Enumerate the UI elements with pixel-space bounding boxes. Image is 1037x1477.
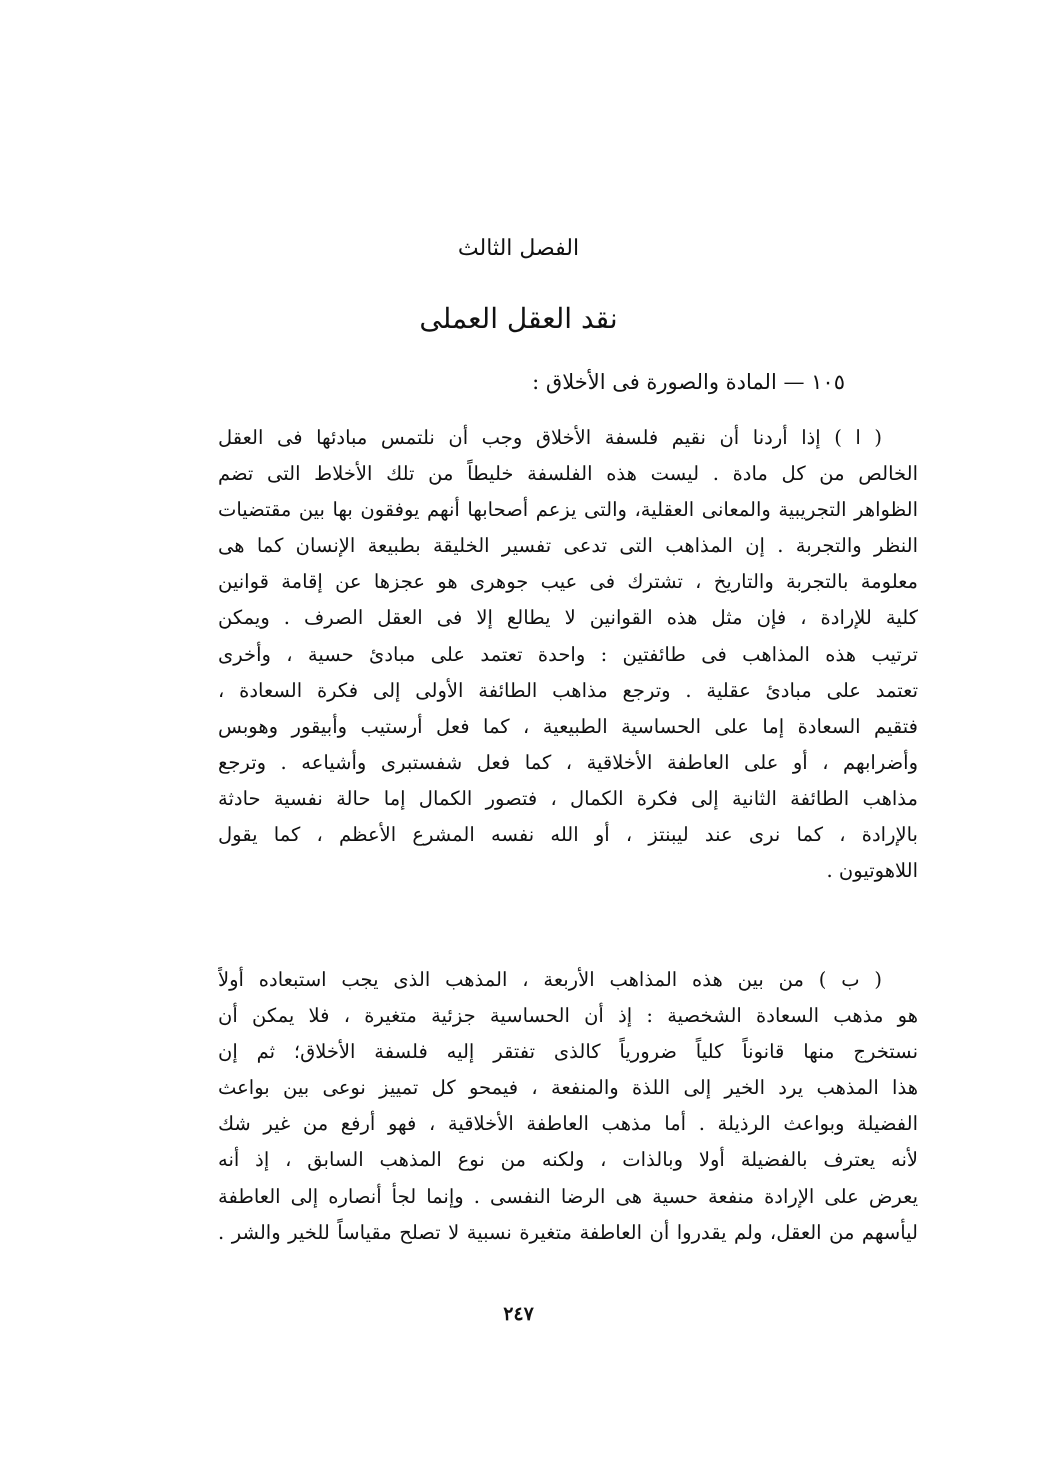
text-line: الفضيلة وبواعث الرذيلة . أما مذهب العاطفة الأخلاقية ، فهو أرفع من غير شك [218, 1112, 918, 1136]
text-line: الظواهر التجريبية والمعانى العقلية، والتى يزعم أصحابها أنهم يوفقون بها بين مقتضيات [218, 498, 918, 522]
paragraph-a [218, 420, 918, 889]
text-line: لأنه يعترف بالفضيلة أولا وبالذات ، ولكنه من نوع المذهب السابق ، إذ أنه [218, 1148, 918, 1172]
page-number: ٢٤٧ [503, 1303, 534, 1325]
text-line: هو مذهب السعادة الشخصية : إذ أن الحساسية جزئية متغيرة ، فلا يمكن أن [218, 1004, 918, 1028]
text-line: ( ا ) إذا أردنا أن نقيم فلسفة الأخلاق وجب أن نلتمس مبادئها فى العقل [218, 426, 882, 449]
text-line: ( ب ) من بين هذه المذاهب الأربعة ، المذهب الذى يجب استبعاده أولاً [218, 968, 882, 991]
text-line: بالإرادة ، كما نرى عند ليبنتز ، أو الله نفسه المشرع الأعظم ، كما يقول [218, 823, 918, 847]
paragraph-b [218, 962, 918, 1251]
text-line: معلومة بالتجربة والتاريخ ، تشترك فى عيب جوهرى هو عجزها عن إقامة قوانين [218, 570, 918, 594]
text-line: مذاهب الطائفة الثانية إلى فكرة الكمال ، فتصور الكمال إما حالة نفسية حادثة [218, 786, 918, 810]
text-line: نستخرج منها قانوناً كلياً ضرورياً كالذى تفتقر إليه فلسفة الأخلاق؛ ثم إن [218, 1040, 918, 1064]
text-line: هذا المذهب يرد الخير إلى اللذة والمنفعة ، فيمحو كل تمييز نوعى بين بواعث [218, 1076, 918, 1100]
text-line: ليأسهم من العقل، ولم يقدروا أن العاطفة متغيرة نسبية لا تصلح مقياساً للخير والشر . [218, 1220, 918, 1244]
text-line: اللاهوتيون . [826, 859, 918, 883]
chapter-title: نقد العقل العملى [419, 302, 618, 335]
chapter-label: الفصل الثالث [457, 236, 580, 261]
text-line: الخالص من كل مادة . ليست هذه الفلسفة خليطاً من تلك الأخلاط التى تضم [218, 462, 918, 486]
text-line: كلية للإرادة ، فإن مثل هذه القوانين لا يطالع إلا فى العقل الصرف . ويمكن [218, 606, 918, 630]
text-line: تعتمد على مبادئ عقلية . وترجع مذاهب الطائفة الأولى إلى فكرة السعادة ، [218, 678, 918, 702]
text-line: وأضرابهم ، أو على العاطفة الأخلاقية ، كما فعل شفستبرى وأشياعه . وترجع [218, 750, 918, 774]
text-line: يعرض على الإرادة منفعة حسية هى الرضا النفسى . وإنما لجأ أنصاره إلى العاطفة [218, 1184, 918, 1208]
text-line: فتقيم السعادة إما على الحساسية الطبيعية ، كما فعل أرستيب وأبيقور وهوبس [218, 714, 918, 738]
section-heading: ١٠٥ — المادة والصورة فى الأخلاق : [532, 370, 845, 394]
text-line: النظر والتجربة . إن المذاهب التى تدعى تفسير الخليقة بطبيعة الإنسان كما هى [218, 534, 918, 558]
text-line: ترتيب هذه المذاهب فى طائفتين : واحدة تعتمد على مبادئ حسية ، وأخرى [218, 642, 918, 666]
